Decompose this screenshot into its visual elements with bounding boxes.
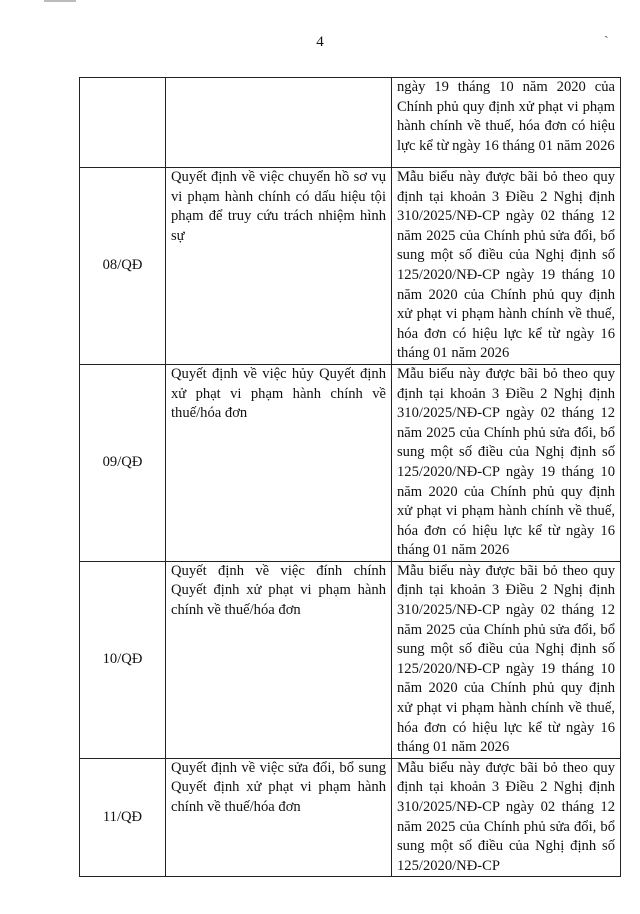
table-row: [80, 168, 621, 365]
row-name: Quyết định về việc chuyển hồ sơ vụ vi phạm hành chính có dấu hiệu tội phạm để truy cứu trách nhiệm hình sự: [166, 168, 392, 365]
row-code: 08/QĐ: [80, 168, 166, 365]
table-row: [80, 758, 621, 877]
top-edge-mark: [44, 0, 76, 2]
row-name: Quyết định về việc sửa đổi, bổ sung Quyết định xử phạt vi phạm hành chính về thuế/hóa đơn: [166, 758, 392, 877]
row-code: 09/QĐ: [80, 364, 166, 561]
table-row: [80, 364, 621, 561]
row-note: Mẫu biểu này được bãi bỏ theo quy định tại khoản 3 Điều 2 Nghị định 310/2025/NĐ-CP ngày 02 tháng 12 năm 2025 của Chính phủ sửa đổi, bổ sung một số điều của Nghị định số 125/2020/NĐ-CP: [392, 758, 621, 877]
row-name: [166, 78, 392, 168]
row-code: 11/QĐ: [80, 758, 166, 877]
row-note: ngày 19 tháng 10 năm 2020 của Chính phủ quy định xử phạt vi phạm hành chính về thuế, hóa đơn có hiệu lực kể từ ngày 16 tháng 01 năm 2026: [392, 78, 621, 168]
row-note: Mẫu biểu này được bãi bỏ theo quy định tại khoản 3 Điều 2 Nghị định 310/2025/NĐ-CP ngày 02 tháng 12 năm 2025 của Chính phủ sửa đổi, bổ sung một số điều của Nghị định số 125/2020/NĐ-CP ngày 19 tháng 10 năm 2020 của Chính phủ quy định xử phạt vi phạm hành chính về thuế, hóa đơn có hiệu lực kể từ ngày 16 tháng 01 năm 2026: [392, 168, 621, 365]
row-note: Mẫu biểu này được bãi bỏ theo quy định tại khoản 3 Điều 2 Nghị định 310/2025/NĐ-CP ngày 02 tháng 12 năm 2025 của Chính phủ sửa đổi, bổ sung một số điều của Nghị định số 125/2020/NĐ-CP ngày 19 tháng 10 năm 2020 của Chính phủ quy định xử phạt vi phạm hành chính về thuế, hóa đơn có hiệu lực kể từ ngày 16 tháng 01 năm 2026: [392, 561, 621, 758]
row-name: Quyết định về việc đính chính Quyết định xử phạt vi phạm hành chính về thuế/hóa đơn: [166, 561, 392, 758]
table-row: [80, 561, 621, 758]
row-code: [80, 78, 166, 168]
page-number: 4: [316, 34, 324, 50]
table-row: [80, 78, 621, 168]
row-name: Quyết định về việc hủy Quyết định xử phạt vi phạm hành chính về thuế/hóa đơn: [166, 364, 392, 561]
form-table: [79, 77, 621, 877]
corner-mark: ˎ: [604, 24, 609, 39]
row-code: 10/QĐ: [80, 561, 166, 758]
row-note: Mẫu biểu này được bãi bỏ theo quy định tại khoản 3 Điều 2 Nghị định 310/2025/NĐ-CP ngày 02 tháng 12 năm 2025 của Chính phủ sửa đổi, bổ sung một số điều của Nghị định số 125/2020/NĐ-CP ngày 19 tháng 10 năm 2020 của Chính phủ quy định xử phạt vi phạm hành chính về thuế, hóa đơn có hiệu lực kể từ ngày 16 tháng 01 năm 2026: [392, 364, 621, 561]
